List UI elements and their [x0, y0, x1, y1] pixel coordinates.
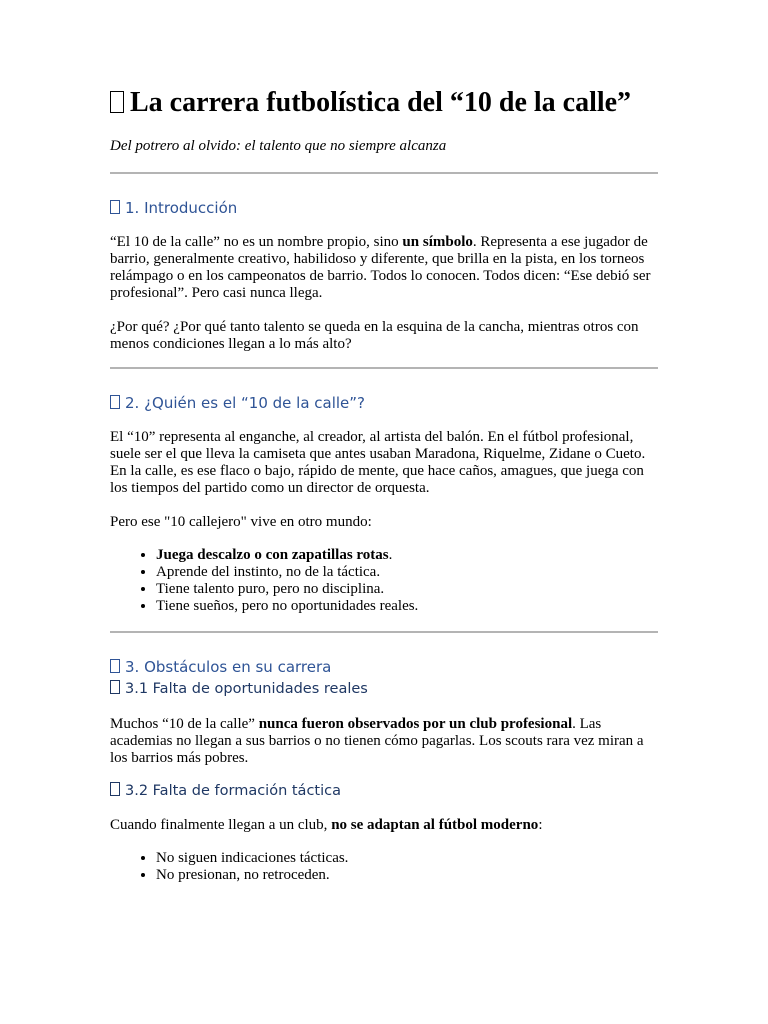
list-item: • Tiene sueños, pero no oportunidades reales. [156, 598, 658, 615]
section-heading-quien-es: 2. ¿Quién es el “10 de la calle”? [110, 393, 658, 413]
section-heading-introduccion: 1. Introducción [110, 198, 658, 218]
list-item: • No siguen indicaciones tácticas. [156, 850, 658, 867]
missing-glyph-icon [110, 680, 120, 694]
document-title-text: La carrera futbolística del “10 de la calle” [130, 87, 632, 118]
quien-paragraph-2: Pero ese "10 callejero" vive en otro mundo: [110, 514, 372, 530]
missing-glyph-icon [110, 200, 120, 214]
formacion-bullet-list [110, 850, 658, 884]
intro-paragraph-1: “El 10 de la calle” no es un nombre propio, sino un símbolo. Representa a ese jugador de barrio, generalmente creativo, habilidoso y diferente, que brilla en la pista, en los torneos relámpago o en los campeonatos de barrio. Todos lo conocen. Todos dicen: “Ese debió ser profesional”. Pero casi nunca llega. [110, 234, 651, 301]
list-item: • Juega descalzo o con zapatillas rotas. [156, 547, 658, 564]
list-item: • Aprende del instinto, no de la táctica. [156, 564, 658, 581]
list-item: • No presionan, no retroceden. [156, 867, 658, 884]
section-divider [110, 631, 658, 633]
section-heading-obstaculos: 3. Obstáculos en su carrera [110, 657, 658, 677]
formacion-paragraph: Cuando finalmente llegan a un club, no se adaptan al fútbol moderno: [110, 817, 543, 833]
missing-glyph-icon [110, 659, 120, 673]
document-body [110, 86, 658, 884]
section-divider [110, 367, 658, 369]
document-title [110, 86, 658, 119]
list-item: • Tiene talento puro, pero no disciplina. [156, 581, 658, 598]
subsection-heading-formacion-tactica: 3.2 Falta de formación táctica [110, 781, 658, 801]
quien-bullet-list [110, 547, 658, 615]
document-subtitle: Del potrero al olvido: el talento que no siempre alcanza [110, 138, 447, 154]
section-divider [110, 172, 658, 174]
missing-glyph-icon [110, 395, 120, 409]
quien-paragraph-1: El “10” representa al enganche, al creador, al artista del balón. En el fútbol profesional, suele ser el que lleva la camiseta que antes usaban Maradona, Riquelme, Zidane o Cueto. En la calle, es ese flaco o bajo, rápido de mente, que hace caños, amagues, que juega con los tiempos del partido como un director de orquesta. [110, 429, 646, 496]
missing-glyph-icon [110, 782, 120, 796]
intro-paragraph-2: ¿Por qué? ¿Por qué tanto talento se queda en la esquina de la cancha, mientras otros con menos condiciones llegan a lo más alto? [110, 319, 639, 352]
missing-glyph-icon [110, 91, 124, 113]
subsection-heading-oportunidades: 3.1 Falta de oportunidades reales [110, 679, 658, 699]
oportunidades-paragraph: Muchos “10 de la calle” nunca fueron observados por un club profesional. Las academias no llegan a sus barrios o no tienen cómo pagarlas. Los scouts rara vez miran a los barrios más pobres. [110, 716, 644, 766]
